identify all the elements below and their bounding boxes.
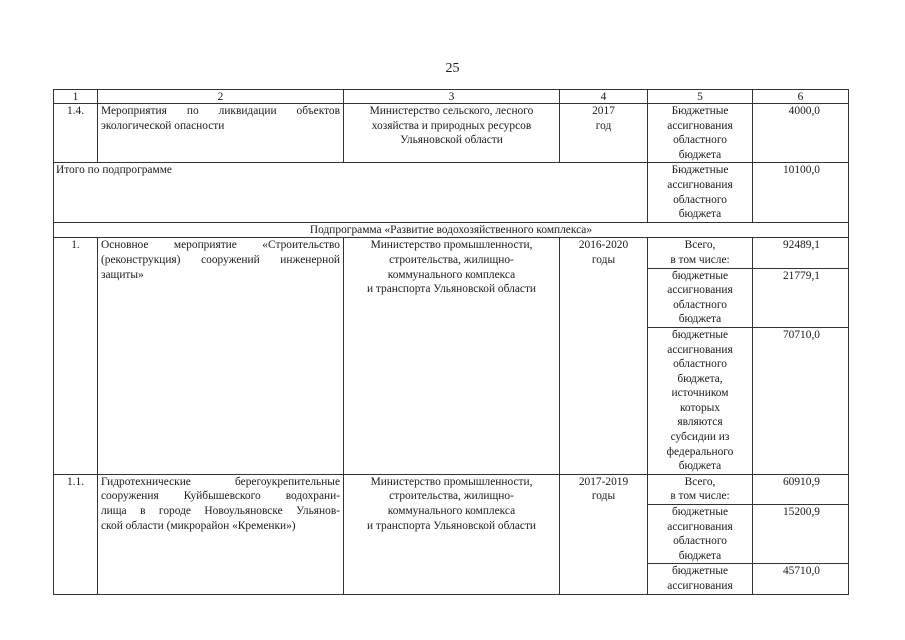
text-line: и транспорта Ульяновской области bbox=[366, 519, 537, 532]
text-line: бюджета bbox=[678, 148, 722, 161]
text-line: источником bbox=[671, 387, 729, 400]
text-line: Всего, bbox=[684, 475, 716, 488]
executor bbox=[344, 474, 560, 594]
table-row bbox=[54, 474, 849, 504]
col-num-3: 3 bbox=[344, 90, 560, 104]
text-line: в том числе: bbox=[670, 253, 730, 266]
table-row bbox=[54, 104, 849, 163]
col-num-2: 2 bbox=[98, 90, 344, 104]
funding-source bbox=[648, 238, 753, 268]
text-line: коммунального комплекса bbox=[387, 505, 516, 518]
text-line: ассигнования bbox=[667, 284, 733, 297]
text-line: областного bbox=[673, 134, 727, 147]
column-numbers-row bbox=[54, 90, 849, 104]
text-line: год bbox=[595, 119, 612, 132]
amount: 60910,9 bbox=[753, 474, 849, 504]
col-num-4: 4 bbox=[560, 90, 648, 104]
text-line: бюджетные bbox=[671, 328, 729, 341]
text-line: бюджета, bbox=[677, 372, 723, 385]
text-line: бюджетные bbox=[671, 506, 729, 519]
measure-name bbox=[98, 238, 344, 475]
program-table bbox=[53, 89, 849, 595]
col-num-1: 1 bbox=[54, 90, 98, 104]
text-line: строительства, жилищно- bbox=[389, 253, 514, 266]
amount: 45710,0 bbox=[753, 564, 849, 594]
subprogram-title: Подпрограмма «Развитие водохозяйственного комплекса» bbox=[54, 222, 849, 238]
row-number: 1.4. bbox=[54, 104, 98, 163]
executor bbox=[344, 104, 560, 163]
period bbox=[560, 238, 648, 475]
text-line: Бюджетные bbox=[671, 105, 729, 117]
total-label: Итого по подпрограмме bbox=[54, 163, 648, 222]
text-line: федерального bbox=[666, 445, 734, 458]
text-line: годы bbox=[591, 490, 616, 503]
funding-source bbox=[648, 474, 753, 504]
funding-source bbox=[648, 163, 753, 222]
amount: 92489,1 bbox=[753, 238, 849, 268]
text-line: областного bbox=[673, 298, 727, 311]
text-line: ассигнования bbox=[667, 343, 733, 356]
amount: 10100,0 bbox=[753, 163, 849, 222]
text-line: в том числе: bbox=[670, 490, 730, 503]
text-line: 2017 bbox=[592, 105, 615, 117]
row-number: 1. bbox=[54, 238, 98, 475]
text-line: ассигнования bbox=[667, 580, 733, 592]
text-line: являются bbox=[677, 416, 723, 429]
text-line: областного bbox=[673, 535, 727, 548]
text-line: Ульяновской области bbox=[400, 134, 503, 147]
text-line: бюджета bbox=[678, 208, 722, 221]
text-line: ассигнования bbox=[667, 119, 733, 132]
amount: 4000,0 bbox=[753, 104, 849, 163]
text-line: Министерство сельского, лесного bbox=[369, 105, 534, 117]
text-line: ской области (микрорайон «Кременки») bbox=[101, 519, 296, 532]
text-line: Всего, bbox=[684, 239, 716, 252]
text-line: Гидротехнические берегоукрепительные bbox=[101, 475, 340, 488]
amount: 21779,1 bbox=[753, 268, 849, 327]
funding-source bbox=[648, 564, 753, 594]
text-line: строительства, жилищно- bbox=[389, 490, 514, 503]
text-line: 2016-2020 bbox=[578, 239, 629, 252]
text-line: экологической опасности bbox=[101, 119, 225, 132]
text-line: бюджета bbox=[678, 549, 722, 562]
period bbox=[560, 104, 648, 163]
table-row bbox=[54, 238, 849, 268]
amount: 15200,9 bbox=[753, 505, 849, 564]
text-line: 2017-2019 bbox=[578, 475, 629, 488]
text-line: Министерство промышленности, bbox=[370, 239, 533, 252]
measure-name bbox=[98, 474, 344, 594]
text-line: которых bbox=[679, 401, 721, 414]
text-line: годы bbox=[591, 253, 616, 266]
subprogram-row bbox=[54, 222, 849, 238]
text-line: хозяйства и природных ресурсов bbox=[371, 119, 532, 132]
period bbox=[560, 474, 648, 594]
text-line: (реконструкция) сооружений инженерной bbox=[101, 253, 340, 266]
text-line: бюджета bbox=[678, 313, 722, 326]
funding-source bbox=[648, 327, 753, 474]
text-line: и транспорта Ульяновской области bbox=[366, 283, 537, 296]
funding-source bbox=[648, 268, 753, 327]
text-line: бюджетные bbox=[671, 565, 729, 578]
text-line: Мероприятия по ликвидации объектов bbox=[101, 105, 340, 117]
col-num-5: 5 bbox=[648, 90, 753, 104]
row-number: 1.1. bbox=[54, 474, 98, 594]
measure-name bbox=[98, 104, 344, 163]
funding-source bbox=[648, 505, 753, 564]
page-number: 25 bbox=[445, 61, 460, 76]
executor bbox=[344, 238, 560, 475]
funding-source bbox=[648, 104, 753, 163]
text-line: бюджетные bbox=[671, 269, 729, 282]
text-line: субсидии из bbox=[670, 431, 730, 444]
text-line: защиты» bbox=[101, 268, 144, 281]
text-line: областного bbox=[673, 193, 727, 206]
text-line: лища в городе Новоульяновске Ульянов- bbox=[101, 505, 340, 518]
text-line: Бюджетные bbox=[671, 164, 729, 177]
text-line: сооружения Куйбышевского водохрани- bbox=[101, 490, 340, 503]
text-line: коммунального комплекса bbox=[387, 268, 516, 281]
col-num-6: 6 bbox=[753, 90, 849, 104]
amount: 70710,0 bbox=[753, 327, 849, 474]
text-line: ассигнования bbox=[667, 520, 733, 533]
text-line: областного bbox=[673, 358, 727, 371]
text-line: бюджета bbox=[678, 460, 722, 473]
text-line: Основное мероприятие «Строительство bbox=[101, 239, 340, 252]
text-line: ассигнования bbox=[667, 178, 733, 191]
total-row bbox=[54, 163, 849, 222]
text-line: Министерство промышленности, bbox=[370, 475, 533, 488]
